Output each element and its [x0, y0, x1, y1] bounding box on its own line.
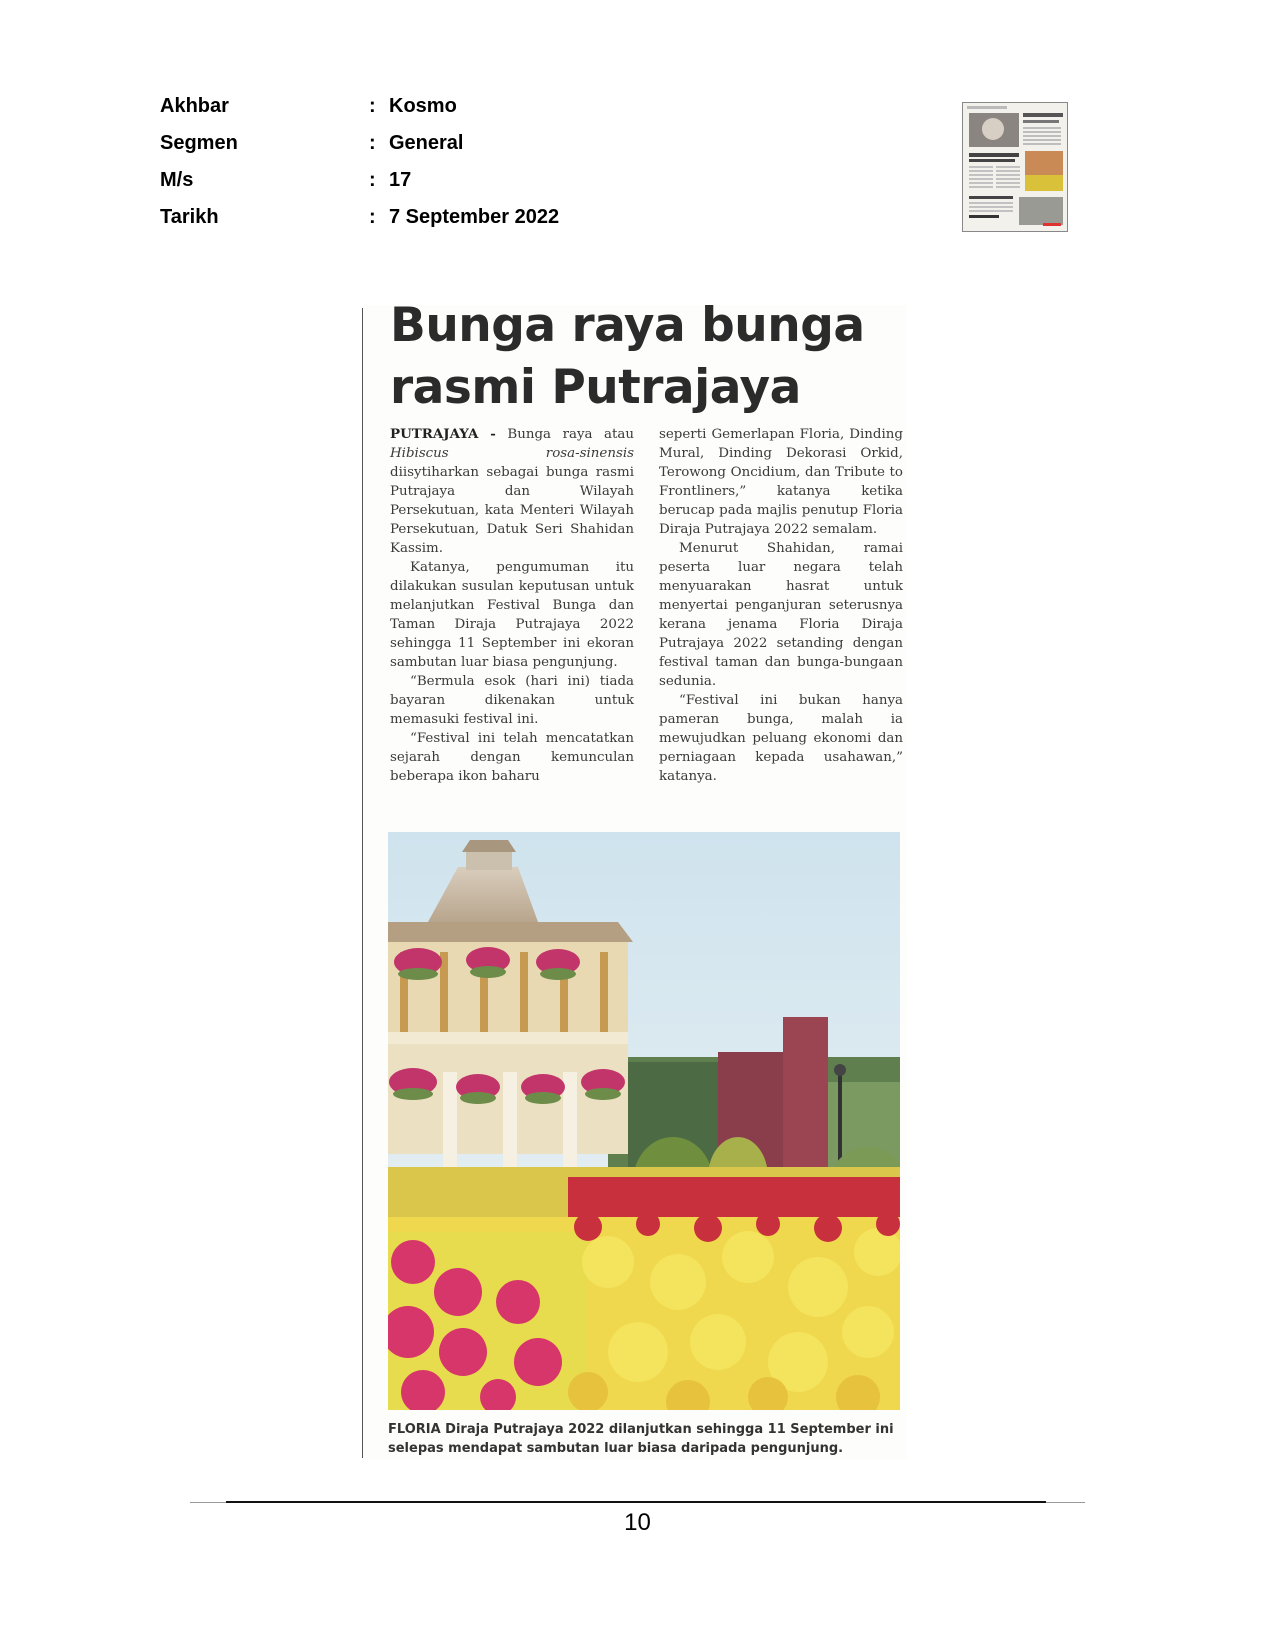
meta-value-segment: General	[389, 132, 464, 154]
dateline: PUTRAJAYA -	[390, 426, 496, 442]
meta-colon: :	[369, 95, 376, 117]
meta-label: M/s	[160, 169, 194, 191]
article-column-left	[390, 425, 634, 786]
headline-line-2: rasmi Putrajaya	[390, 360, 801, 415]
article-paragraph	[390, 425, 634, 558]
article-column-right	[659, 425, 903, 786]
page-number: 10	[624, 1509, 651, 1536]
meta-value-page: 17	[389, 169, 412, 191]
paragraph-text: Bunga raya atau	[495, 427, 634, 442]
article-paragraph: “Festival ini bukan hanya pameran bunga, malah ia mewujudkan peluang ekonomi dan perniagaan kepada usahawan,” katanya.	[659, 693, 903, 784]
article-headline	[390, 295, 910, 419]
meta-label: Segmen	[160, 132, 238, 154]
article-paragraph: “Festival ini telah mencatatkan sejarah dengan kemunculan beberapa ikon baharu	[390, 731, 634, 784]
photo-caption: FLORIA Diraja Putrajaya 2022 dilanjutkan sehingga 11 September ini selepas mendapat sambutan luar biasa daripada pengunjung.	[388, 1422, 894, 1456]
article-photo-flower-garden	[388, 832, 900, 1410]
meta-colon: :	[369, 206, 376, 228]
article-paragraph: seperti Gemerlapan Floria, Dinding Mural, Dinding Dekorasi Orkid, Terowong Oncidium, dan Tribute to Frontliners,” katanya ketika berucap pada majlis penutup Floria Diraja Putrajaya 2022 semalam.	[659, 427, 903, 537]
newspaper-page-thumbnail	[962, 102, 1068, 232]
meta-colon: :	[369, 169, 376, 191]
paragraph-text: diisytiharkan sebagai bunga rasmi Putrajaya dan Wilayah Persekutuan, kata Menteri Wilayah Persekutuan, Datuk Seri Shahidan Kassim.	[390, 465, 634, 556]
meta-colon: :	[369, 132, 376, 154]
meta-value-newspaper: Kosmo	[389, 95, 457, 117]
meta-label: Tarikh	[160, 206, 219, 228]
article-paragraph: Katanya, pengumuman itu dilakukan susulan keputusan untuk melanjutkan Festival Bunga dan Taman Diraja Putrajaya 2022 sehingga 11 September ini ekoran sambutan luar biasa pengunjung.	[390, 560, 634, 670]
clipping-edge-line	[362, 308, 363, 1458]
flower-garden-illustration	[388, 832, 900, 1410]
meta-value-date: 7 September 2022	[389, 206, 560, 228]
article-paragraph: “Bermula esok (hari ini) tiada bayaran dikenakan untuk memasuki festival ini.	[390, 674, 634, 727]
thumbnail-graphic	[963, 103, 1067, 231]
meta-label: Akhbar	[160, 95, 229, 117]
footer-divider	[226, 1501, 1046, 1503]
article-paragraph: Menurut Shahidan, ramai peserta luar negara telah menyuarakan hasrat untuk menyertai penganjuran seterusnya kerana jenama Floria Diraja Putrajaya 2022 setanding dengan festival taman dan bunga-bungaan sedunia.	[659, 541, 903, 689]
species-name: Hibiscus rosa-sinensis	[390, 446, 634, 461]
headline-line-1: Bunga raya bunga	[390, 298, 865, 353]
